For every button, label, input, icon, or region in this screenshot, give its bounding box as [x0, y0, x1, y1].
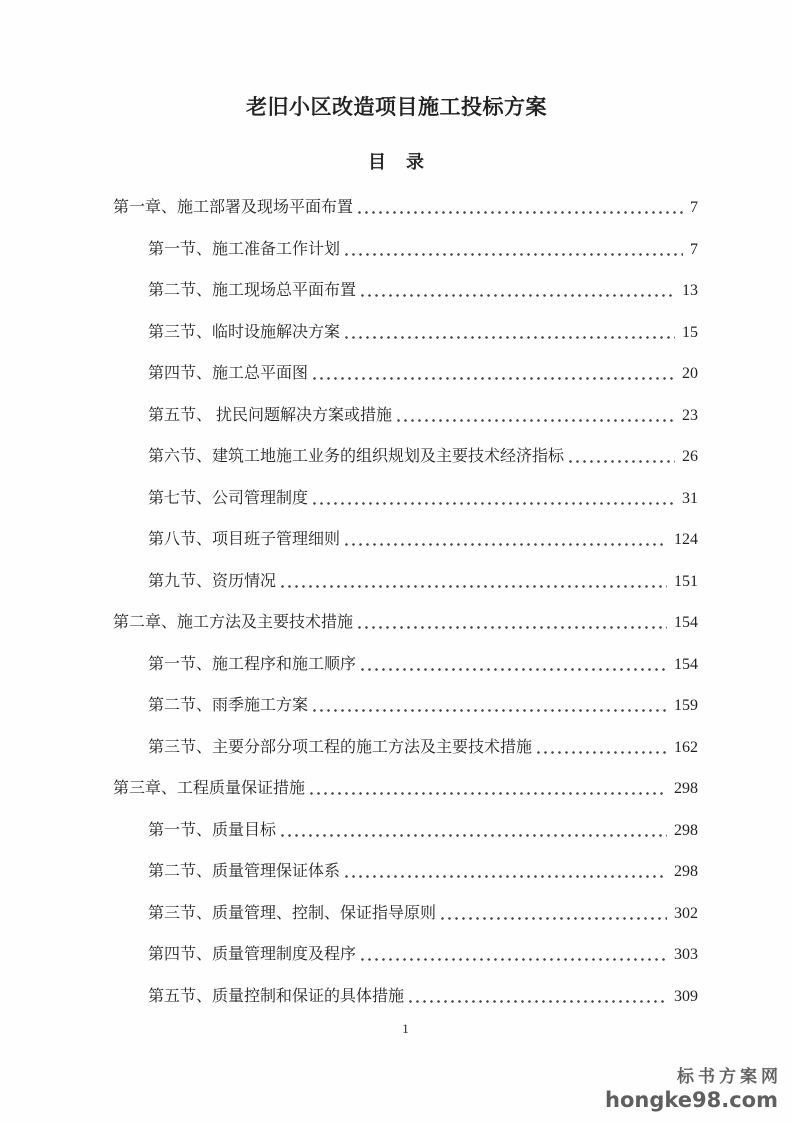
toc-entry[interactable] — [113, 282, 698, 299]
dot-leader — [358, 211, 683, 214]
toc-entry-page-number: 159 — [674, 697, 698, 714]
dot-leader — [310, 792, 667, 795]
toc-heading: 目 录 — [368, 152, 425, 172]
toc-list — [113, 199, 698, 1029]
dot-leader — [345, 336, 675, 339]
toc-entry-label: 第七节、公司管理制度 — [148, 489, 309, 507]
toc-entry-label: 第九节、资历情况 — [148, 572, 277, 590]
toc-entry-page-number: 298 — [674, 863, 698, 880]
toc-entry-page-number: 154 — [674, 655, 698, 673]
toc-entry-label: 第一节、施工程序和施工顺序 — [148, 655, 357, 673]
toc-entry[interactable] — [113, 448, 698, 465]
toc-entry-page-number: 7 — [690, 199, 698, 216]
toc-entry-page-number: 298 — [674, 780, 698, 797]
dot-leader — [281, 834, 667, 837]
toc-entry[interactable] — [113, 863, 698, 880]
dot-leader — [409, 1000, 667, 1003]
document-title: 老旧小区改造项目施工投标方案 — [246, 95, 547, 119]
watermark — [605, 1067, 782, 1112]
toc-entry[interactable] — [113, 822, 698, 839]
dot-leader — [569, 460, 675, 463]
dot-leader — [537, 751, 667, 754]
toc-entry-label: 第四节、施工总平面图 — [148, 365, 309, 382]
toc-entry-label: 第三节、质量管理、控制、保证指导原则 — [148, 904, 437, 922]
dot-leader — [361, 294, 675, 297]
toc-entry[interactable] — [113, 199, 698, 216]
toc-entry[interactable] — [113, 739, 698, 756]
toc-entry[interactable] — [113, 241, 698, 258]
toc-entry-label: 第二节、施工现场总平面布置 — [148, 282, 357, 299]
dot-leader — [313, 502, 675, 505]
toc-entry-label: 第八节、项目班子管理细则 — [148, 531, 341, 548]
watermark-site-name: 标书方案网 — [677, 1067, 782, 1088]
toc-entry-label: 第一节、施工准备工作计划 — [148, 240, 341, 258]
dot-leader — [441, 917, 667, 920]
toc-entry-label: 第三节、主要分部分项工程的施工方法及主要技术措施 — [148, 738, 533, 756]
toc-entry-label: 第五节、质量控制和保证的具体措施 — [148, 987, 405, 1005]
toc-entry-page-number: 298 — [674, 821, 698, 839]
toc-entry-page-number: 20 — [682, 365, 698, 382]
toc-entry-label: 第三章、工程质量保证措施 — [113, 780, 306, 797]
toc-entry-page-number: 13 — [682, 282, 698, 299]
toc-entry-page-number: 162 — [674, 738, 698, 756]
dot-leader — [358, 626, 667, 629]
toc-entry[interactable] — [113, 988, 698, 1005]
toc-entry-label: 第一节、质量目标 — [148, 821, 277, 839]
dot-leader — [361, 958, 667, 961]
toc-entry-page-number: 124 — [674, 531, 698, 548]
toc-entry-label: 第二节、雨季施工方案 — [148, 697, 309, 714]
toc-entry-label: 第一章、施工部署及现场平面布置 — [113, 199, 354, 216]
toc-entry-page-number: 26 — [682, 448, 698, 465]
dot-leader — [361, 668, 667, 671]
toc-entry[interactable] — [113, 946, 698, 963]
toc-entry[interactable] — [113, 324, 698, 341]
dot-leader — [345, 253, 683, 256]
dot-leader — [345, 543, 667, 546]
dot-leader — [345, 875, 667, 878]
toc-entry-label: 第二节、质量管理保证体系 — [148, 863, 341, 880]
toc-entry-page-number: 302 — [674, 904, 698, 922]
toc-entry[interactable] — [113, 573, 698, 590]
toc-entry-label: 第三节、临时设施解决方案 — [148, 323, 341, 341]
toc-entry-page-number: 154 — [674, 614, 698, 631]
toc-entry-label: 第六节、建筑工地施工业务的组织规划及主要技术经济指标 — [148, 448, 565, 465]
toc-entry[interactable] — [113, 656, 698, 673]
toc-entry[interactable] — [113, 531, 698, 548]
toc-entry-page-number: 7 — [690, 240, 698, 258]
toc-entry-page-number: 303 — [674, 946, 698, 963]
toc-entry-label: 第五节、 扰民问题解决方案或措施 — [148, 406, 393, 424]
page-number: 1 — [402, 1021, 409, 1036]
toc-entry[interactable] — [113, 614, 698, 631]
toc-entry[interactable] — [113, 490, 698, 507]
toc-entry[interactable] — [113, 905, 698, 922]
toc-entry-page-number: 31 — [682, 489, 698, 507]
dot-leader — [313, 377, 675, 380]
dot-leader — [281, 585, 667, 588]
toc-entry-label: 第四节、质量管理制度及程序 — [148, 946, 357, 963]
toc-entry[interactable] — [113, 697, 698, 714]
toc-entry-page-number: 309 — [674, 987, 698, 1005]
toc-entry-page-number: 151 — [674, 572, 698, 590]
dot-leader — [313, 709, 667, 712]
toc-entry-label: 第二章、施工方法及主要技术措施 — [113, 614, 354, 631]
toc-entry[interactable] — [113, 365, 698, 382]
dot-leader — [397, 419, 675, 422]
toc-entry[interactable] — [113, 407, 698, 424]
toc-entry-page-number: 15 — [682, 323, 698, 341]
watermark-site-url: hongke98.com — [605, 1087, 778, 1112]
toc-entry-page-number: 23 — [682, 406, 698, 424]
toc-entry[interactable] — [113, 780, 698, 797]
